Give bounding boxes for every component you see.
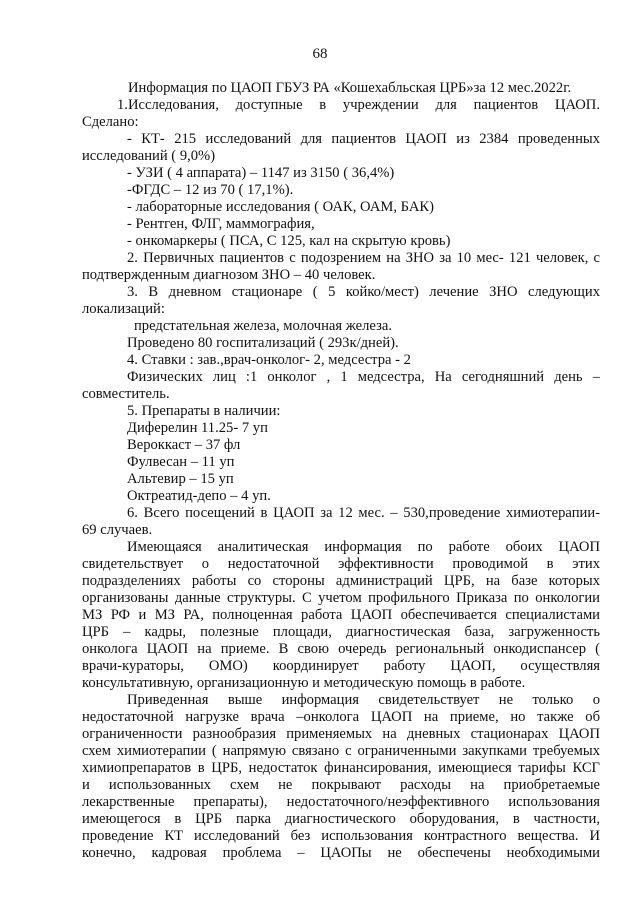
text-line: локализаций: (82, 301, 165, 317)
text-line: Проведено 80 госпитализаций ( 293к/дней). (127, 335, 399, 351)
text-line: химиопрепаратов в ЦРБ, недостаток финансирования, имеющиеся тарифы КСГ (82, 760, 600, 776)
document-body (82, 80, 600, 913)
section-1-heading: 1.Исследования, доступные в учреждении для пациентов ЦАОП. (117, 97, 600, 113)
text-line: организованы данные структуры. С учетом профильного Приказа по онкологии (82, 590, 600, 606)
list-item: -ФГДС – 12 из 70 ( 17,1%). (127, 182, 294, 198)
text-line: 2. Первичных пациентов с подозрением на ЗНО за 10 мес- 121 человек, с (127, 250, 600, 266)
text-line: схем химиотерапии ( напрямую связано с ограниченными закупками требуемых (82, 743, 600, 759)
text-line: 5. Препараты в наличии: (127, 403, 281, 419)
text-line: исследований ( 9,0%) (82, 148, 216, 164)
text-line: и использованных схем не покрывают расходы на приобретаемые (82, 777, 600, 793)
text-line: совместитель. (82, 386, 170, 402)
text-line: ограниченности разнообразия применяемых на дневных стационарах ЦАОП (82, 726, 600, 742)
page-number: 68 (312, 46, 328, 62)
text-line: свидетельствует о недостаточной эффективности проводимой в этих (82, 556, 600, 572)
text-line: МЗ РФ и МЗ РА, полноценная работа ЦАОП обеспечивается специалистами (82, 607, 600, 623)
drug-item: Вероккаст – 37 фл (127, 437, 241, 453)
text-line: консультативную, организационную и методическую помощь в работе. (82, 675, 526, 691)
text-line: проведение КТ исследований без использования контрастного вещества. И (82, 828, 600, 844)
text-line: врачи-кураторы, ОМО) координирует работу ЦАОП, осуществляя (82, 658, 600, 674)
text-line: 69 случаев. (82, 522, 153, 538)
list-item: - УЗИ ( 4 аппарата) – 1147 из 3150 ( 36,4%) (127, 165, 395, 181)
drug-item: Октреатид-депо – 4 уп. (127, 488, 271, 504)
text-line: лекарственные препараты), недостаточного/неэффективного использования (82, 794, 600, 810)
done-label: Сделано: (82, 114, 139, 130)
text-line: - КТ- 215 исследований для пациентов ЦАОП из 2384 проведенных (127, 131, 600, 147)
list-item: - лабораторные исследования ( ОАК, ОАМ, БАК) (127, 199, 434, 215)
text-line: имеющегося в ЦРБ парка диагностического оборудования, в частности, (82, 811, 600, 827)
text-line (82, 879, 600, 896)
text-line: недостаточной нагрузке врача –онколога ЦАОП на приеме, но также об (82, 709, 600, 725)
text-line: ЦРБ – кадры, полезные площади, диагностическая база, загруженность (82, 624, 600, 640)
text-line: 6. Всего посещений в ЦАОП за 12 мес. – 530,проведение химиотерапии- (127, 505, 600, 521)
text-line: предстательная железа, молочная железа. (134, 318, 392, 334)
list-item: - Рентген, ФЛГ, маммография, (127, 216, 315, 232)
text-line: подразделениях работы со стороны администраций ЦРБ, на базе которых (82, 573, 600, 589)
text-line: 3. В дневном стационаре ( 5 койко/мест) лечение ЗНО следующих (127, 284, 600, 300)
text-line: Имеющаяся аналитическая информация по работе обоих ЦАОП (127, 539, 600, 555)
text-line: Физических лиц :1 онколог , 1 медсестра, На сегодняшний день – (127, 369, 600, 385)
text-line: онколога ЦАОП на приеме. В свою очередь региональный онкодиспансер ( (82, 641, 600, 657)
text-line (82, 862, 600, 879)
drug-item: Альтевир – 15 уп (127, 471, 234, 487)
text-line: Приведенная выше информация свидетельствует не только о (127, 692, 600, 708)
document-title: Информация по ЦАОП ГБУЗ РА «Кошехабльская ЦРБ»за 12 мес.2022г. (128, 80, 572, 96)
text-line: конечно, кадровая проблема – ЦАОПы не обеспечены необходимыми (82, 845, 600, 861)
text-line: 4. Ставки : зав.,врач-онколог- 2, медсестра - 2 (127, 352, 411, 368)
drug-item: Фулвесан – 11 уп (127, 454, 235, 470)
list-item: - онкомаркеры ( ПСА, С 125, кал на скрытую кровь) (127, 233, 451, 249)
text-line: подтвержденным диагнозом ЗНО – 40 человек. (82, 267, 376, 283)
drug-item: Диферелин 11.25- 7 уп (127, 420, 268, 436)
